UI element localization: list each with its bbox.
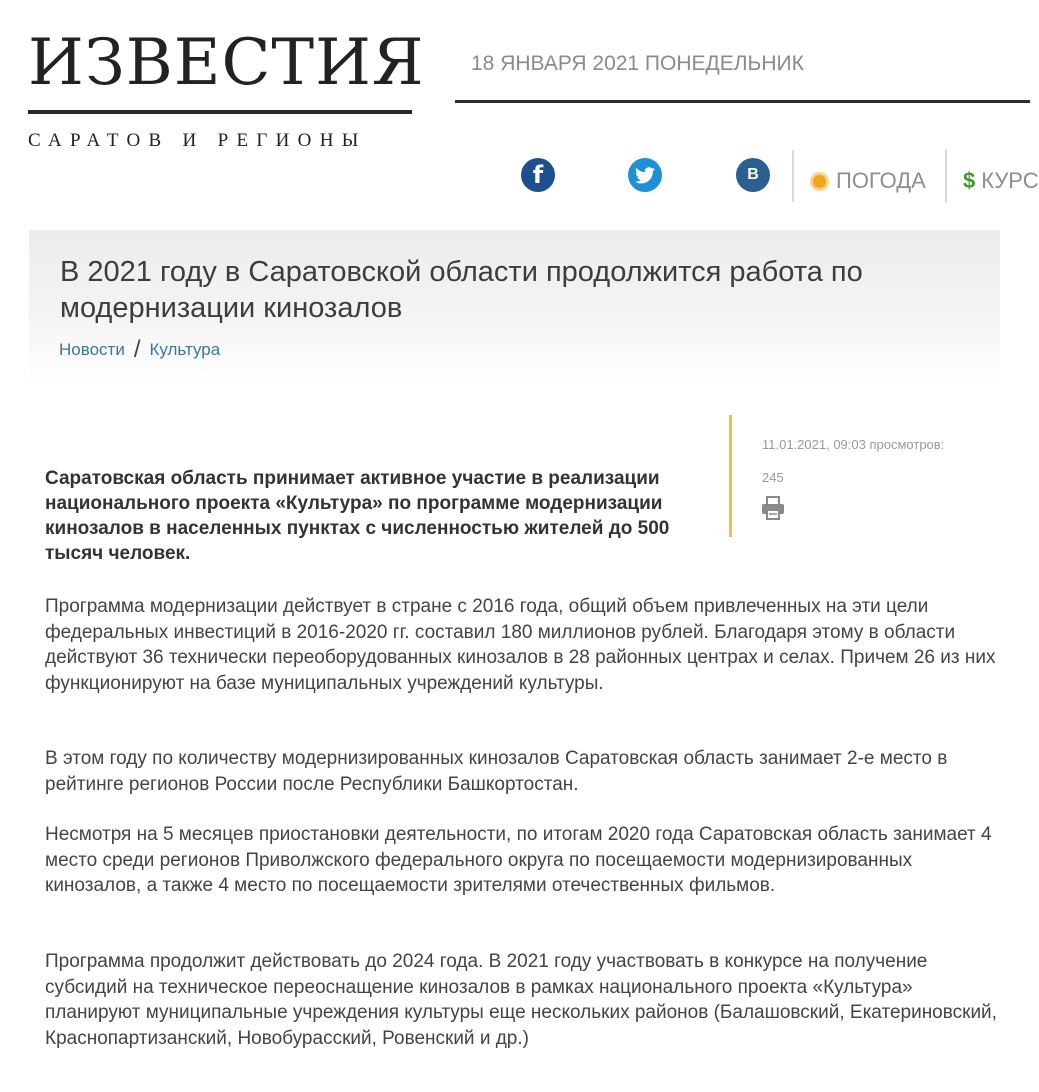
header-separator — [945, 150, 947, 202]
breadcrumb-separator: / — [133, 336, 141, 363]
breadcrumb-culture[interactable]: Культура — [149, 340, 221, 359]
header-divider — [455, 100, 1030, 103]
breadcrumb-news[interactable]: Новости — [59, 340, 125, 359]
views-count: 245 — [762, 470, 784, 485]
currency-link[interactable] — [963, 168, 1039, 194]
site-subtitle: САРАТОВ И РЕГИОНЫ — [28, 130, 367, 151]
article-paragraph: В этом году по количеству модернизированных кинозалов Саратовская область занимает 2-е место в рейтинге регионов России после Республики Башкортостан. — [45, 748, 948, 795]
facebook-icon[interactable]: f — [521, 158, 555, 192]
printer-icon[interactable] — [760, 495, 786, 521]
vk-icon[interactable]: B — [736, 158, 770, 192]
weather-link[interactable] — [813, 168, 926, 194]
publish-datetime: 11.01.2021, 09:03 — [762, 437, 866, 452]
site-logo[interactable]: ИЗВЕСТИЯ — [28, 28, 412, 114]
meta-accent-bar — [729, 415, 732, 537]
weather-label: ПОГОДА — [836, 168, 926, 193]
sun-icon — [813, 175, 826, 188]
current-date: 18 ЯНВАРЯ 2021 ПОНЕДЕЛЬНИК — [471, 52, 804, 75]
article-paragraph: Несмотря на 5 месяцев приостановки деятельности, по итогам 2020 года Саратовская область занимает 4 место среди регионов Приволжского федерального округа по посещаемости модернизированных кинозалов, а также 4 место по посещаемости зрителями отечественных фильмов. — [45, 824, 992, 896]
views-label: просмотров: — [869, 437, 945, 452]
twitter-bird-icon — [635, 167, 655, 184]
article-meta — [762, 437, 944, 452]
header-separator — [792, 150, 794, 202]
article-title: В 2021 году в Саратовской области продолжится работа по модернизации кинозалов — [60, 256, 863, 324]
currency-label: КУРС — [981, 168, 1039, 193]
breadcrumb — [59, 336, 220, 364]
twitter-icon[interactable] — [628, 158, 662, 192]
article-paragraph: Программа продолжит действовать до 2024 года. В 2021 году участвовать в конкурсе на получение субсидий на техническое переоснащение кинозалов в рамках национального проекта «Культура» планируют муниципальные учреждения культуры еще нескольких районов (Балашовский, Екатериновский, Краснопартизанский, Новобурасский, Ровенский и др.) — [45, 951, 997, 1049]
article-paragraph: Программа модернизации действует в стране с 2016 года, общий объем привлеченных на эти цели федеральных инвестиций в 2016-2020 гг. составил 180 миллионов рублей. Благодаря этому в области действуют 36 технически переоборудованных кинозалов в 28 районных центрах и селах. Причем 26 из них функционируют на базе муниципальных учреждений культуры. — [45, 596, 996, 694]
dollar-icon: $ — [963, 168, 976, 193]
article-lead: Саратовская область принимает активное участие в реализации национального проекта «Культура» по программе модернизации кинозалов в населенных пунктах с численностью жителей до 500 тысяч человек. — [45, 468, 670, 564]
